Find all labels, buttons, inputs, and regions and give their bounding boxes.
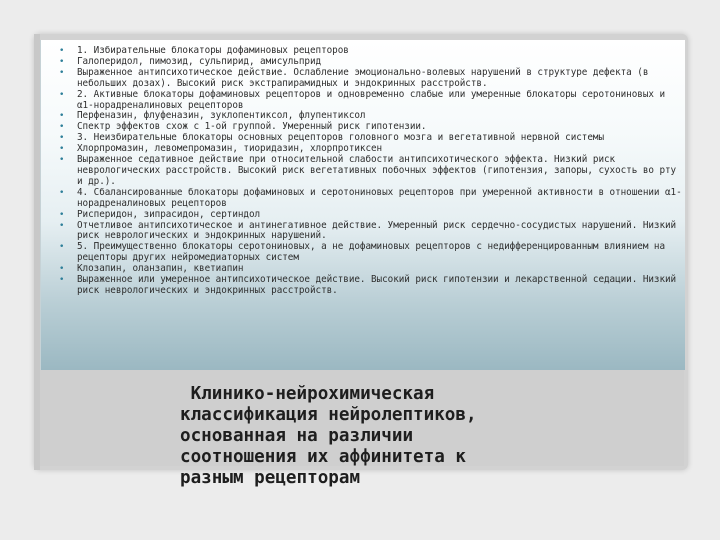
bullet-icon: • <box>59 46 65 56</box>
list-item-text: Отчетливое антипсихотическое и антинегативное действие. Умеренный риск сердечно-сосудистых нарушений. Низкий риск неврологических и эндокринных нарушений. <box>77 219 677 242</box>
bullet-icon: • <box>59 89 65 100</box>
bullet-icon: • <box>59 144 65 155</box>
list-item-text: Клозапин, оланзапин, кветиапин <box>77 263 244 275</box>
list-item-text: 1. Избирательные блокаторы дофаминовых рецепторов <box>77 45 349 56</box>
list-item <box>57 68 682 90</box>
list-item-text: 4. Сбалансированные блокаторы дофаминовых и серотониновых рецепторов при умеренной активности в отношении α1-норадреналиновых рецепторов <box>77 186 682 209</box>
list-item <box>57 188 682 210</box>
bullet-icon: • <box>59 155 65 166</box>
list-item-text: 5. Преимущественно блокаторы серотониновых, а не дофаминовых рецепторов с недифференцированным влиянием на рецепторы других нейромедиаторных систем <box>77 241 666 264</box>
bullet-icon: • <box>59 56 65 67</box>
list-item-text: Выраженное седативное действие при относительной слабости антипсихотического эффекта. Низкий риск неврологических расстройств. Высокий риск вегетативных побочных эффектов (гипотензия, запоры, сухость во рту и др.). <box>77 154 677 187</box>
bullet-icon: • <box>59 220 65 231</box>
list-item <box>57 221 682 243</box>
list-item <box>57 155 682 188</box>
list-item-text: Галоперидол, пимозид, сульпирид, амисульприд <box>77 55 322 67</box>
list-item <box>57 90 682 112</box>
list-item-text: Спектр эффектов схож с 1-ой группой. Умеренный риск гипотензии. <box>77 121 427 133</box>
bullet-icon: • <box>59 111 65 122</box>
list-item <box>57 242 682 264</box>
list-item-text: Выраженное антипсихотическое действие. Ослабление эмоционально-волевых нарушений в структуре дефекта (в небольших дозах). Высокий риск экстрапирамидных и эндокринных расстройств. <box>77 66 649 89</box>
list-item-text: Хлорпромазин, левомепромазин, тиоридазин, хлорпротиксен <box>77 143 383 155</box>
bullet-icon: • <box>59 122 65 133</box>
bullet-icon: • <box>59 209 65 220</box>
bullet-icon: • <box>59 242 65 253</box>
list-item-text: 3. Неизбирательные блокаторы основных рецепторов головного мозга и вегетативной нервной системы <box>77 132 604 144</box>
list-item-text: Перфеназин, флуфеназин, зуклопентиксол, флупентиксол <box>77 110 366 122</box>
bullet-icon: • <box>59 264 65 275</box>
slide-title: Клинико-нейрохимическая классификация нейролептиков, основанная на различии соотношения их аффинитета к разным рецепторам <box>180 384 477 488</box>
bullet-icon: • <box>59 187 65 198</box>
list-item-text: 2. Активные блокаторы дофаминовых рецепторов и одновременно слабые или умеренные блокаторы серотониновых и α1-норадреналиновых рецепторов <box>77 88 666 111</box>
bullet-icon: • <box>59 133 65 144</box>
bullet-list <box>57 46 682 297</box>
content-panel <box>40 40 685 370</box>
bullet-icon: • <box>59 67 65 78</box>
list-item-text: Рисперидон, зипрасидон, сертиндол <box>77 208 261 220</box>
list-item-text: Выраженное или умеренное антипсихотическое действие. Высокий риск гипотензии и лекарственной седации. Низкий риск неврологических и эндокринных расстройств. <box>77 274 677 296</box>
list-item <box>57 275 682 297</box>
bullet-icon: • <box>59 275 65 286</box>
